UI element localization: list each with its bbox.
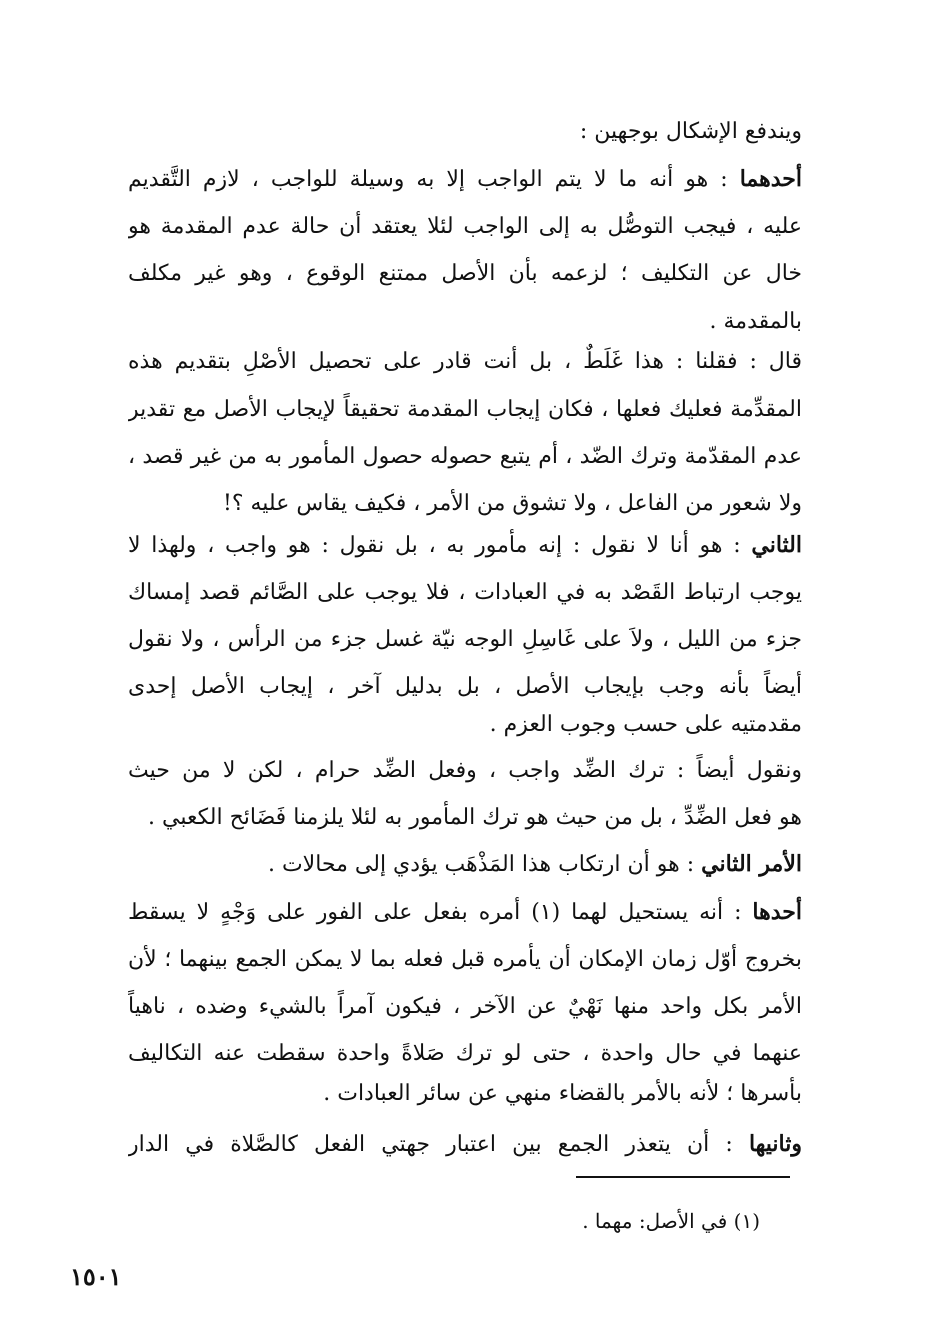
paragraph-1-line-4: بالمقدمة .: [709, 309, 802, 334]
paragraph-4-line-1: ونقول أيضاً : ترك الضِّد واجب ، وفعل الضِّد حرام ، لكن لا من حيث: [128, 758, 802, 783]
paragraph-6-line-3: الأمر بكل واحد منها نَهْيٌ عن الآخر ، فيكون آمراً بالشيء وضده ، ناهياً: [128, 994, 802, 1019]
paragraph-lead: وثانيها: [748, 1131, 802, 1157]
paragraph-lead: الثاني: [751, 532, 802, 558]
paragraph-2-line-1: قال : فقلنا : هذا غَلَطٌ ، بل أنت قادر على تحصيل الأصْلِ بتقديم هذه: [128, 349, 802, 374]
paragraph-2-line-4: ولا شعور من الفاعل ، ولا تشوق من الأمر ، فكيف يقاس عليه ؟!: [222, 491, 802, 516]
opening-line: ويندفع الإشكال بوجهين :: [579, 119, 802, 144]
paragraph-5-line-1: الأمر الثاني : هو أن ارتكاب هذا المَذْهَب يؤدي إلى محالات .: [267, 851, 802, 877]
footnote-divider: [576, 1176, 790, 1178]
paragraph-lead: الأمر الثاني: [701, 851, 802, 877]
paragraph-7-line-1: وثانيها : أن يتعذر الجمع بين اعتبار جهتي الفعل كالصَّلاة في الدار: [128, 1131, 802, 1157]
paragraph-lead: أحدهما: [739, 166, 802, 192]
page-number: ١٥٠١: [70, 1262, 122, 1291]
paragraph-1-line-3: خال عن التكليف ؛ لزعمه بأن الأصل ممتنع الوقوع ، وهو غير مكلف: [128, 261, 802, 286]
paragraph-6-line-5: بأسرها ؛ لأنه بالأمر بالقضاء منهي عن سائر العبادات .: [323, 1081, 802, 1106]
paragraph-3-line-4: أيضاً بأنه وجب بإيجاب الأصل ، بل بدليل آخر ، إيجاب الأصل إحدى: [128, 674, 802, 699]
paragraph-2-line-3: عدم المقدّمة وترك الضّد ، أم يتبع حصوله حصول المأمور به من غير قصد ،: [128, 444, 802, 469]
paragraph-6-line-1: أحدها : أنه يستحيل لهما (١) أمره بفعل على الفور على وَجْهٍ لا يسقط: [128, 899, 802, 925]
paragraph-3-line-3: جزء من الليل ، ولاَ على غَاسِلِ الوجه نيّة غسل جزء من الرأس ، ولا نقول: [128, 627, 802, 652]
paragraph-3-line-1: الثاني : هو أنا لا نقول : إنه مأمور به ، بل نقول : هو واجب ، ولهذا لا: [128, 532, 802, 558]
footnote: (١) في الأصل: مهما .: [582, 1209, 760, 1233]
paragraph-6-line-2: بخروج أوّل زمان الإمكان أن يأمره قبل فعله بما لا يمكن الجمع بينهما ؛ لأن: [128, 947, 802, 972]
paragraph-6-line-4: عنهما في حال واحدة ، حتى لو ترك صَلاةً واحدة سقطت عنه التكاليف: [128, 1041, 802, 1066]
paragraph-3-line-2: يوجب ارتباط القَصْد به في العبادات ، فلا يوجب على الصَّائم قصد إمساك: [128, 580, 802, 605]
paragraph-lead: أحدها: [752, 899, 802, 925]
paragraph-3-line-5: مقدمتيه على حسب وجوب العزم .: [489, 712, 802, 737]
paragraph-2-line-2: المقدِّمة فعليك فعلها ، فكان إيجاب المقدمة تحقيقاً لإيجاب الأصل مع تقدير: [128, 397, 802, 422]
paragraph-1-line-2: عليه ، فيجب التوصُّل به إلى الواجب لئلا يعتقد أن حالة عدم المقدمة هو: [128, 214, 802, 239]
paragraph-1-line-1: أحدهما : هو أنه ما لا يتم الواجب إلا به وسيلة للواجب ، لازم التَّقديم: [128, 166, 802, 192]
paragraph-4-line-2: هو فعل الضِّدِّ ، بل من حيث هو ترك المأمور به لئلا يلزمنا فَضَائح الكعبي .: [148, 805, 802, 830]
